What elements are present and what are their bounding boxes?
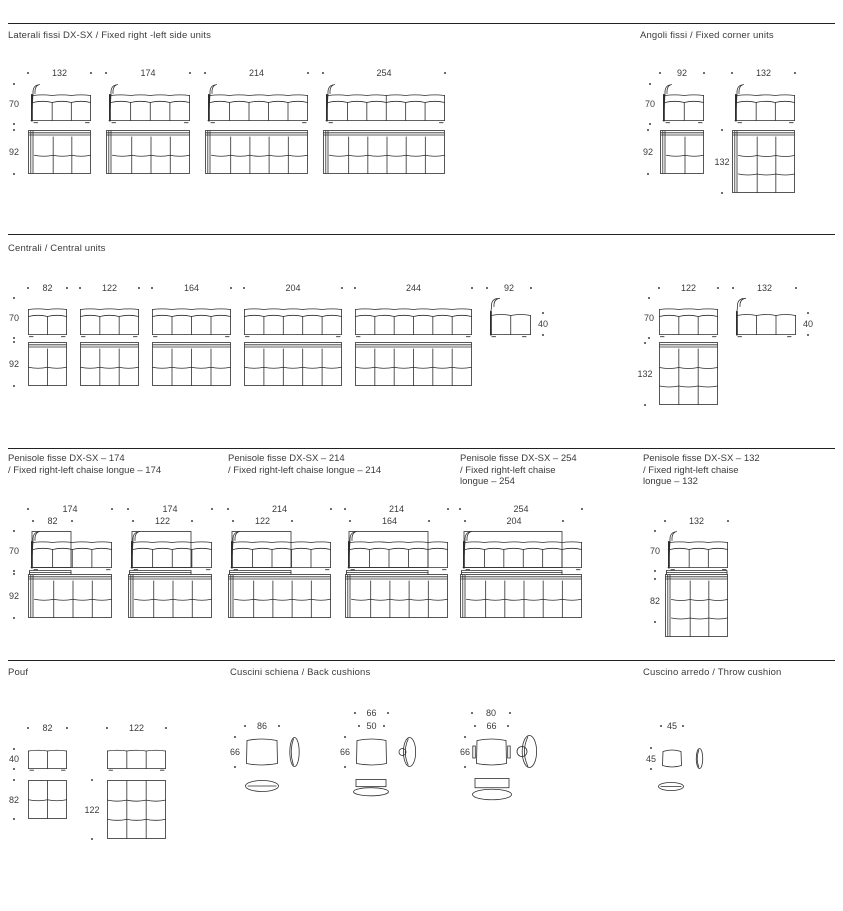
dim-dot [79, 287, 81, 289]
dim-value: 70 [649, 546, 660, 556]
side-unit-254-plan-view [323, 130, 445, 174]
dim-value: 50 [366, 721, 377, 731]
dim-dot [358, 725, 360, 727]
dim-value: 174 [162, 504, 178, 514]
dim-dot [13, 297, 15, 299]
title-line: / Fixed right-left chaise longue – 214 [228, 464, 382, 476]
dim-value: 122 [154, 516, 171, 526]
dim-dot [138, 287, 140, 289]
dim-value: 66 [486, 721, 497, 731]
dim-dot [330, 508, 332, 510]
dim-dot [354, 287, 356, 289]
back-cushion-80-top-view [472, 778, 512, 800]
width-dim-174 [128, 504, 212, 514]
chaise-unit-214-122-front-view [228, 531, 331, 571]
dim-dot [658, 287, 660, 289]
title-line: Penisole fisse DX-SX – 132 [643, 453, 760, 464]
width-dim-132 [28, 68, 91, 78]
dim-value: 70 [644, 99, 655, 109]
dim-dot [13, 83, 15, 85]
central-unit-132-side-view [733, 298, 796, 338]
dim-dot [13, 617, 15, 619]
dim-dot [127, 508, 129, 510]
dim-value: 86 [256, 721, 267, 731]
back-cushion-86-front-view [245, 737, 279, 767]
corner-unit-92-plan-view [660, 130, 704, 174]
dim-value: 92 [676, 68, 687, 78]
dim-value: 244 [405, 283, 422, 293]
dim-dot [27, 72, 29, 74]
dim-dot [91, 779, 93, 781]
dim-dot [234, 766, 236, 768]
central-unit-244-front-view [355, 298, 472, 338]
dim-dot [509, 712, 511, 714]
side-unit-214-plan-view [205, 130, 308, 174]
throw-cushion-top-view [658, 782, 684, 791]
dim-dot [660, 725, 662, 727]
throw-cushion-side-view [695, 748, 704, 769]
dim-dot [66, 727, 68, 729]
dim-dot [649, 123, 651, 125]
title-line: longue – 132 [643, 476, 698, 487]
section-title-back-cushions: Cuscini schiena / Back cushions [230, 667, 371, 678]
dim-value: 45 [666, 721, 677, 731]
dim-dot [581, 508, 583, 510]
dim-dot [486, 287, 488, 289]
dim-dot [464, 520, 466, 522]
dim-value: 40 [802, 319, 813, 329]
chaise-unit-174-82-plan-view [28, 570, 112, 618]
dim-dot [507, 725, 509, 727]
dim-dot [13, 570, 15, 572]
dim-value: 82 [47, 516, 58, 526]
corner-unit-132-front-view [732, 84, 795, 124]
section-divider [8, 234, 835, 235]
height-dim-45 [643, 748, 659, 769]
dim-value: 254 [513, 504, 529, 514]
width-dim-174 [106, 68, 190, 78]
section-title-chaise-132 [643, 453, 843, 488]
dim-dot [654, 578, 656, 580]
dim-dot [13, 748, 15, 750]
dim-value: 82 [8, 794, 19, 805]
height-dim-70 [647, 531, 663, 571]
dim-value: 122 [254, 516, 271, 526]
central-unit-122-deep-plan-view [659, 342, 718, 405]
width-dim-132 [733, 283, 796, 293]
height-dim-66 [227, 737, 243, 767]
width-dim-122 [659, 283, 718, 293]
dim-value: 122 [84, 804, 100, 815]
dim-dot [649, 83, 651, 85]
dim-dot [807, 334, 809, 336]
width-dim-174 [28, 504, 112, 514]
dim-dot [644, 404, 646, 406]
dim-value: 92 [642, 147, 653, 157]
dim-value: 174 [140, 68, 156, 78]
back-cushion-86-top-view [245, 780, 279, 792]
dim-dot [27, 727, 29, 729]
back-cushion-86-side-view [288, 737, 301, 767]
dim-value: 82 [42, 723, 53, 733]
central-unit-164-plan-view [152, 342, 231, 386]
dim-dot [459, 508, 461, 510]
section-divider [8, 660, 835, 661]
dim-dot [106, 727, 108, 729]
dim-dot [13, 818, 15, 820]
dim-dot [13, 530, 15, 532]
dim-dot [471, 287, 473, 289]
dim-dot [464, 736, 466, 738]
dim-dot [387, 712, 389, 714]
dim-dot [794, 72, 796, 74]
dim-dot [542, 334, 544, 336]
width-dim-92 [487, 283, 531, 293]
throw-cushion-front-view [661, 748, 683, 769]
dim-dot [807, 312, 809, 314]
dim-dot [27, 508, 29, 510]
height-dim-70 [641, 298, 657, 338]
dim-dot [71, 520, 73, 522]
dim-value: 132 [714, 156, 730, 167]
central-unit-122-plan-view [80, 342, 139, 386]
dim-dot [464, 766, 466, 768]
height-dim-82 [647, 579, 663, 622]
dim-dot [32, 520, 34, 522]
width-dim-204 [244, 283, 342, 293]
central-unit-164-front-view [152, 298, 231, 338]
side-unit-174-front-view [106, 84, 190, 124]
dim-value: 92 [8, 359, 19, 369]
side-unit-254-front-view [323, 84, 445, 124]
dim-dot [647, 129, 649, 131]
height-dim-40 [6, 749, 22, 769]
height-dim-132 [637, 343, 653, 405]
chaise-unit-254-204-front-view [460, 531, 582, 571]
dim-dot [647, 173, 649, 175]
width-dim-45 [661, 721, 683, 731]
dim-value: 70 [8, 313, 19, 323]
dim-dot [344, 736, 346, 738]
chaise-unit-214-122-plan-view [228, 570, 331, 618]
height-dim-66 [457, 737, 473, 767]
width-dim-204 [465, 516, 563, 526]
title-line: / Fixed right-left chaise longue – 174 [8, 464, 162, 476]
central-unit-122-front-view [80, 298, 139, 338]
dim-value: 122 [680, 283, 697, 293]
back-cushion-80-front-view [475, 737, 508, 767]
dim-value: 164 [381, 516, 398, 526]
dim-dot [703, 72, 705, 74]
dim-dot [211, 508, 213, 510]
section-title-side-units: Laterali fissi DX-SX / Fixed right -left side units [8, 30, 211, 41]
width-dim-92 [660, 68, 704, 78]
dim-value: 82 [649, 595, 660, 606]
dim-value: 122 [128, 723, 145, 733]
dim-dot [474, 725, 476, 727]
dim-dot [13, 768, 15, 770]
width-dim-122 [107, 723, 166, 733]
dim-dot [151, 287, 153, 289]
section-title-chaise-214 [228, 453, 443, 476]
back-cushion-66-side-view [399, 737, 416, 767]
dim-value: 70 [643, 313, 654, 323]
height-dim-70 [6, 531, 22, 571]
central-unit-82-plan-view [28, 342, 67, 386]
height-dim-92 [6, 574, 22, 618]
dim-dot [717, 287, 719, 289]
width-dim-132 [732, 68, 795, 78]
dim-dot [13, 385, 15, 387]
width-dim-50 [359, 721, 384, 731]
height-dim-92 [6, 342, 22, 386]
dim-dot [654, 621, 656, 623]
dim-dot [721, 129, 723, 131]
side-unit-132-plan-view [28, 130, 91, 174]
dim-dot [341, 287, 343, 289]
dim-value: 204 [506, 516, 522, 526]
dim-dot [644, 342, 646, 344]
corner-unit-92-front-view [660, 84, 704, 124]
central-unit-204-plan-view [244, 342, 342, 386]
dim-dot [731, 72, 733, 74]
dim-value: 80 [485, 708, 496, 718]
height-dim-132 [714, 130, 730, 193]
height-dim-70 [6, 84, 22, 124]
dim-dot [428, 520, 430, 522]
title-line: Penisole fisse DX-SX – 254 [460, 453, 577, 464]
central-unit-122-deep-front-view [659, 298, 718, 338]
dim-dot [291, 520, 293, 522]
height-dim-40 [800, 313, 816, 335]
dim-dot [344, 508, 346, 510]
chaise-unit-214-164-plan-view [345, 570, 448, 618]
dim-dot [444, 72, 446, 74]
dim-dot [650, 768, 652, 770]
width-dim-66 [355, 708, 388, 718]
section-title-corner-units: Angoli fissi / Fixed corner units [640, 30, 774, 41]
width-dim-214 [345, 504, 448, 514]
dim-dot [664, 520, 666, 522]
dim-value: 66 [229, 747, 240, 757]
dim-dot [721, 192, 723, 194]
chaise-unit-174-82-front-view [28, 531, 112, 571]
dim-value: 204 [285, 283, 301, 293]
dim-value: 70 [8, 99, 19, 109]
dim-value: 132 [51, 68, 68, 78]
dim-value: 132 [688, 516, 705, 526]
chaise-unit-174-122-front-view [128, 531, 212, 571]
dim-dot [349, 520, 351, 522]
section-title-chaise-174 [8, 453, 223, 476]
dim-value: 214 [248, 68, 265, 78]
chaise-unit-214-164-front-view [345, 531, 448, 571]
width-dim-254 [323, 68, 445, 78]
dim-dot [795, 287, 797, 289]
back-cushion-80-side-view [517, 735, 537, 768]
dim-dot [732, 287, 734, 289]
title-line: / Fixed right-left chaise [643, 464, 739, 476]
dim-value: 66 [459, 747, 470, 757]
pouf-82-plan-view [28, 780, 67, 819]
dim-dot [165, 727, 167, 729]
height-dim-82 [6, 780, 22, 819]
chaise-unit-174-122-plan-view [128, 570, 212, 618]
title-line: / Fixed right-left chaise [460, 464, 556, 476]
width-dim-132 [665, 516, 728, 526]
dim-value: 164 [183, 283, 200, 293]
dim-value: 132 [755, 68, 772, 78]
dim-value: 122 [101, 283, 118, 293]
dim-dot [530, 287, 532, 289]
dim-dot [354, 712, 356, 714]
dim-dot [682, 725, 684, 727]
dim-dot [27, 287, 29, 289]
dim-dot [232, 520, 234, 522]
pouf-122-plan-view [107, 780, 166, 839]
section-title-central-units: Centrali / Central units [8, 243, 106, 254]
width-dim-86 [245, 721, 279, 731]
dim-dot [227, 508, 229, 510]
dim-dot [189, 72, 191, 74]
dim-dot [13, 341, 15, 343]
dim-dot [648, 297, 650, 299]
dim-dot [13, 779, 15, 781]
chaise-unit-132-front-view [665, 531, 728, 571]
dim-dot [90, 72, 92, 74]
dim-dot [13, 173, 15, 175]
dim-value: 40 [537, 319, 548, 329]
pouf-82-front-view [28, 749, 67, 771]
width-dim-82 [28, 723, 67, 733]
side-unit-132-front-view [28, 84, 91, 124]
chaise-unit-132-plan-view [665, 570, 728, 637]
dim-dot [659, 72, 661, 74]
section-title-throw-cushion: Cuscino arredo / Throw cushion [643, 667, 782, 678]
dim-dot [648, 337, 650, 339]
width-dim-122 [133, 516, 192, 526]
central-unit-204-front-view [244, 298, 342, 338]
dim-dot [344, 766, 346, 768]
dim-dot [13, 337, 15, 339]
dim-dot [13, 129, 15, 131]
dim-dot [542, 312, 544, 314]
dim-dot [66, 287, 68, 289]
width-dim-164 [152, 283, 231, 293]
title-line: longue – 254 [460, 476, 515, 487]
dim-value: 66 [339, 747, 350, 757]
height-dim-66 [337, 737, 353, 767]
dim-dot [650, 747, 652, 749]
section-divider [8, 448, 835, 449]
section-divider [8, 23, 835, 24]
dim-value: 174 [62, 504, 78, 514]
width-dim-122 [80, 283, 139, 293]
height-dim-70 [642, 84, 658, 124]
dim-dot [13, 123, 15, 125]
dim-dot [91, 838, 93, 840]
height-dim-92 [6, 130, 22, 174]
title-line: Penisole fisse DX-SX – 214 [228, 453, 345, 464]
height-dim-70 [6, 298, 22, 338]
dim-value: 92 [503, 283, 514, 293]
dim-dot [278, 725, 280, 727]
dim-dot [204, 72, 206, 74]
back-cushion-66-front-view [355, 737, 388, 767]
width-dim-164 [350, 516, 429, 526]
pouf-122-front-view [107, 749, 166, 771]
title-line: Penisole fisse DX-SX – 174 [8, 453, 125, 464]
dim-value: 132 [756, 283, 773, 293]
width-dim-66 [475, 721, 508, 731]
dim-dot [447, 508, 449, 510]
section-title-pouf: Pouf [8, 667, 29, 678]
dim-value: 66 [366, 708, 377, 718]
back-cushion-66-top-view [353, 779, 389, 796]
dim-value: 92 [8, 147, 19, 157]
dim-value: 70 [8, 546, 19, 556]
width-dim-244 [355, 283, 472, 293]
dim-dot [383, 725, 385, 727]
dim-value: 132 [637, 369, 653, 379]
central-unit-92-side-view [487, 298, 531, 338]
width-dim-80 [472, 708, 510, 718]
height-dim-92 [640, 130, 656, 174]
dim-dot [244, 725, 246, 727]
width-dim-122 [233, 516, 292, 526]
height-dim-40 [535, 313, 551, 335]
dim-value: 254 [376, 68, 392, 78]
dim-dot [307, 72, 309, 74]
width-dim-82 [33, 516, 72, 526]
width-dim-82 [28, 283, 67, 293]
central-unit-82-front-view [28, 298, 67, 338]
dim-value: 82 [42, 283, 53, 293]
width-dim-254 [460, 504, 582, 514]
dim-dot [13, 573, 15, 575]
dim-value: 92 [8, 591, 19, 601]
corner-unit-132-plan-view [732, 130, 795, 193]
dim-dot [105, 72, 107, 74]
dim-dot [230, 287, 232, 289]
dim-dot [654, 530, 656, 532]
dim-dot [654, 570, 656, 572]
central-unit-244-plan-view [355, 342, 472, 386]
dim-dot [234, 736, 236, 738]
dim-dot [191, 520, 193, 522]
dim-dot [727, 520, 729, 522]
height-dim-122 [84, 780, 100, 839]
width-dim-214 [228, 504, 331, 514]
dim-value: 214 [388, 504, 405, 514]
chaise-unit-254-204-plan-view [460, 570, 582, 618]
dim-dot [243, 287, 245, 289]
dim-dot [132, 520, 134, 522]
dim-value: 45 [645, 753, 656, 764]
dim-value: 214 [271, 504, 288, 514]
dim-dot [111, 508, 113, 510]
side-unit-214-front-view [205, 84, 308, 124]
dim-dot [322, 72, 324, 74]
dim-value: 40 [8, 754, 19, 764]
width-dim-214 [205, 68, 308, 78]
side-unit-174-plan-view [106, 130, 190, 174]
dim-dot [562, 520, 564, 522]
dim-dot [471, 712, 473, 714]
